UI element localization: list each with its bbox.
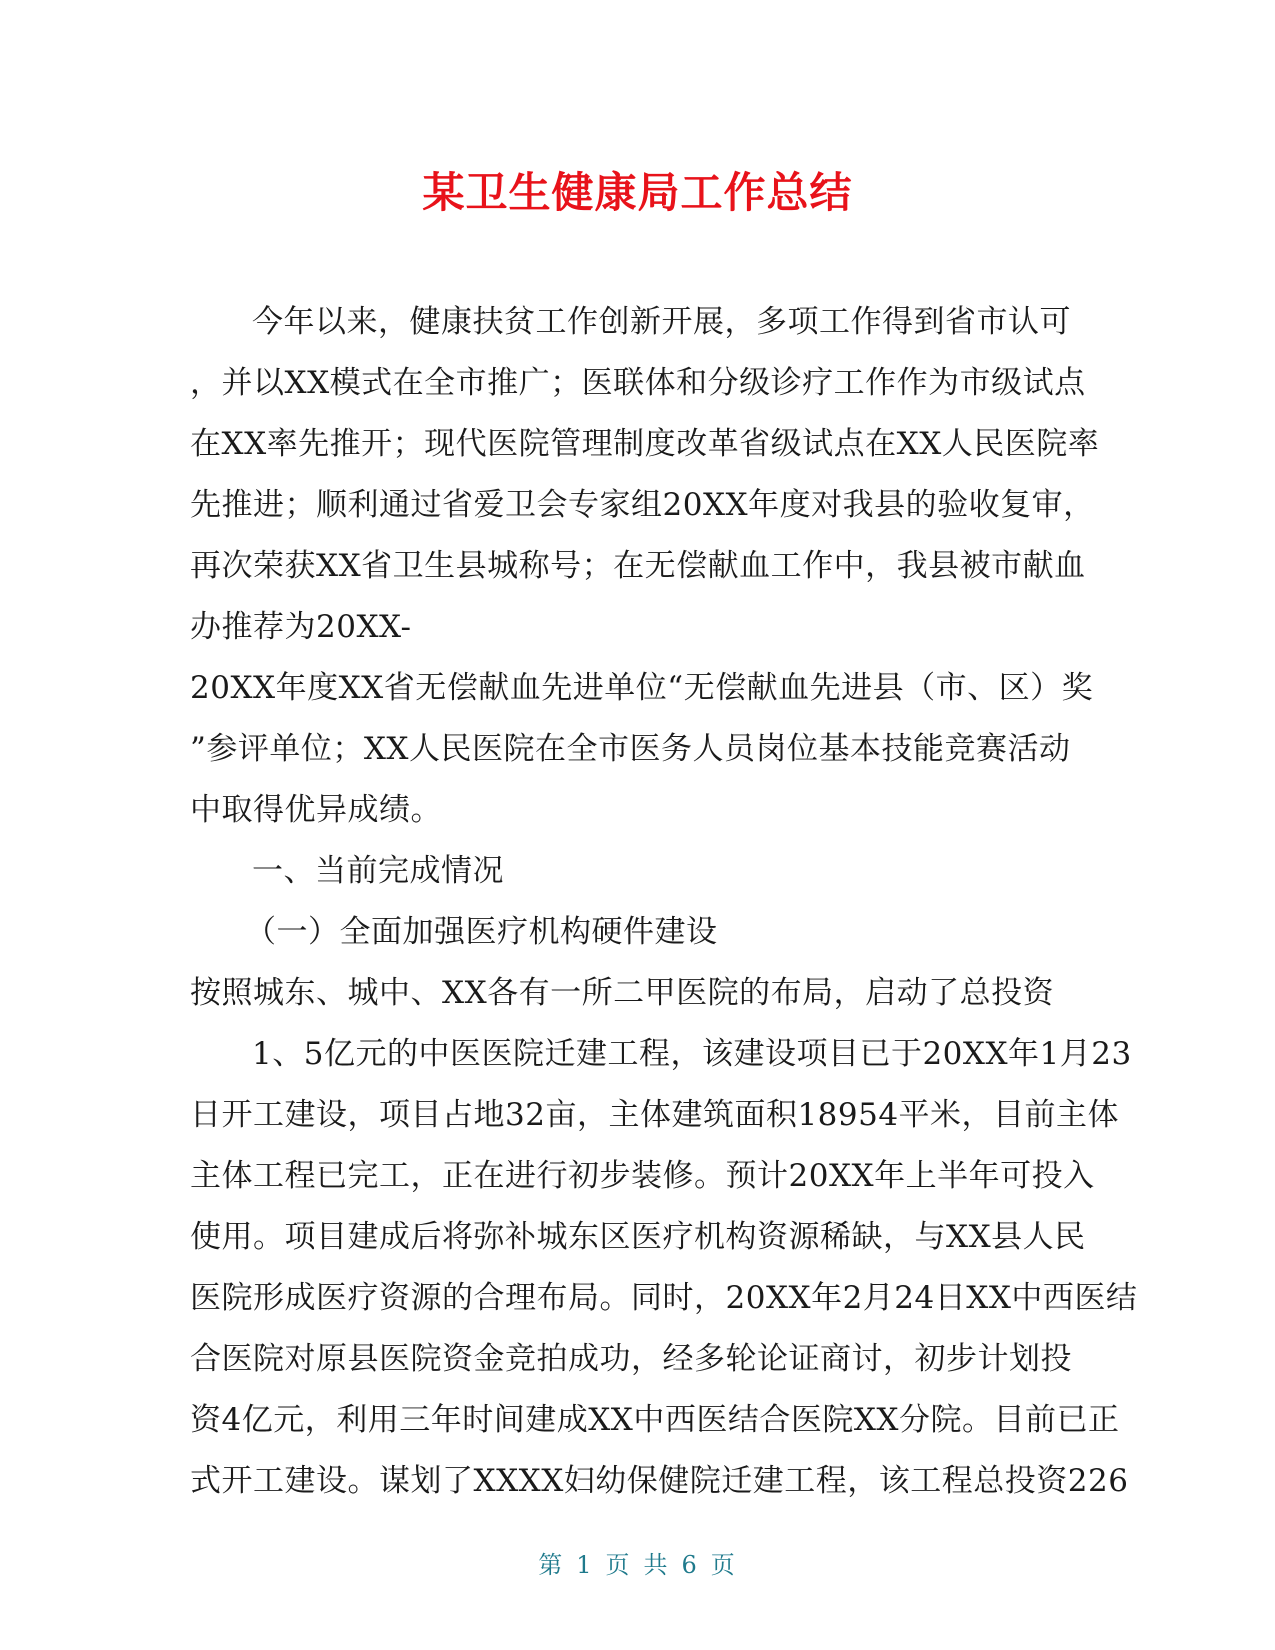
body-line: 按照城东、城中、XX各有一所二甲医院的布局，启动了总投资 xyxy=(190,975,1055,1011)
body-line: 资4亿元，利用三年时间建成XX中西医结合医院XX分院。目前已正 xyxy=(190,1402,1120,1438)
page-current-number: 1 xyxy=(576,1551,594,1579)
body-line: ，并以XX模式在全市推广；医联体和分级诊疗工作作为市级试点 xyxy=(190,365,1086,401)
body-line: 1、5亿元的中医医院迁建工程，该建设项目已于20XX年1月23 xyxy=(252,1036,1132,1072)
body-line: 合医院对原县医院资金竞拍成功，经多轮论证商讨，初步计划投 xyxy=(190,1341,1072,1377)
body-line: 在XX率先推开；现代医院管理制度改革省级试点在XX人民医院率 xyxy=(190,426,1100,462)
body-line: 再次荣获XX省卫生县城称号；在无偿献血工作中，我县被市献血 xyxy=(190,548,1086,584)
body-line: 中取得优异成绩。 xyxy=(190,792,442,828)
page-label: 页 xyxy=(605,1551,632,1579)
document-body xyxy=(190,292,1138,1512)
page-label: 共 xyxy=(643,1551,670,1579)
body-line: 今年以来，健康扶贫工作创新开展，多项工作得到省市认可 xyxy=(252,304,1071,340)
body-line: ”参评单位；XX人民医院在全市医务人员岗位基本技能竞赛活动 xyxy=(190,731,1071,767)
body-line: 主体工程已完工，正在进行初步装修。预计20XX年上半年可投入 xyxy=(190,1158,1095,1194)
body-line: 20XX年度XX省无偿献血先进单位“无偿献血先进县（市、区）奖 xyxy=(190,670,1094,706)
page-total-number: 6 xyxy=(681,1551,699,1579)
document-title: 某卫生健康局工作总结 xyxy=(422,168,853,217)
body-line: 日开工建设，项目占地32亩，主体建筑面积18954平米，目前主体 xyxy=(190,1097,1120,1133)
page-footer xyxy=(0,1545,1275,1580)
body-line: 先推进；顺利通过省爱卫会专家组20XX年度对我县的验收复审， xyxy=(190,487,1095,523)
body-line: 办推荐为20XX- xyxy=(190,609,412,645)
body-line: 使用。项目建成后将弥补城东区医疗机构资源稀缺，与XX县人民 xyxy=(190,1219,1086,1255)
body-line: 式开工建设。谋划了XXXX妇幼保健院迁建工程，该工程总投资226 xyxy=(190,1463,1129,1499)
body-line: 医院形成医疗资源的合理布局。同时，20XX年2月24日XX中西医结 xyxy=(190,1280,1138,1316)
page-label: 页 xyxy=(710,1551,737,1579)
section-heading: 一、当前完成情况 xyxy=(252,853,504,889)
page-label: 第 xyxy=(538,1551,565,1579)
subsection-heading: （一）全面加强医疗机构硬件建设 xyxy=(245,914,718,950)
